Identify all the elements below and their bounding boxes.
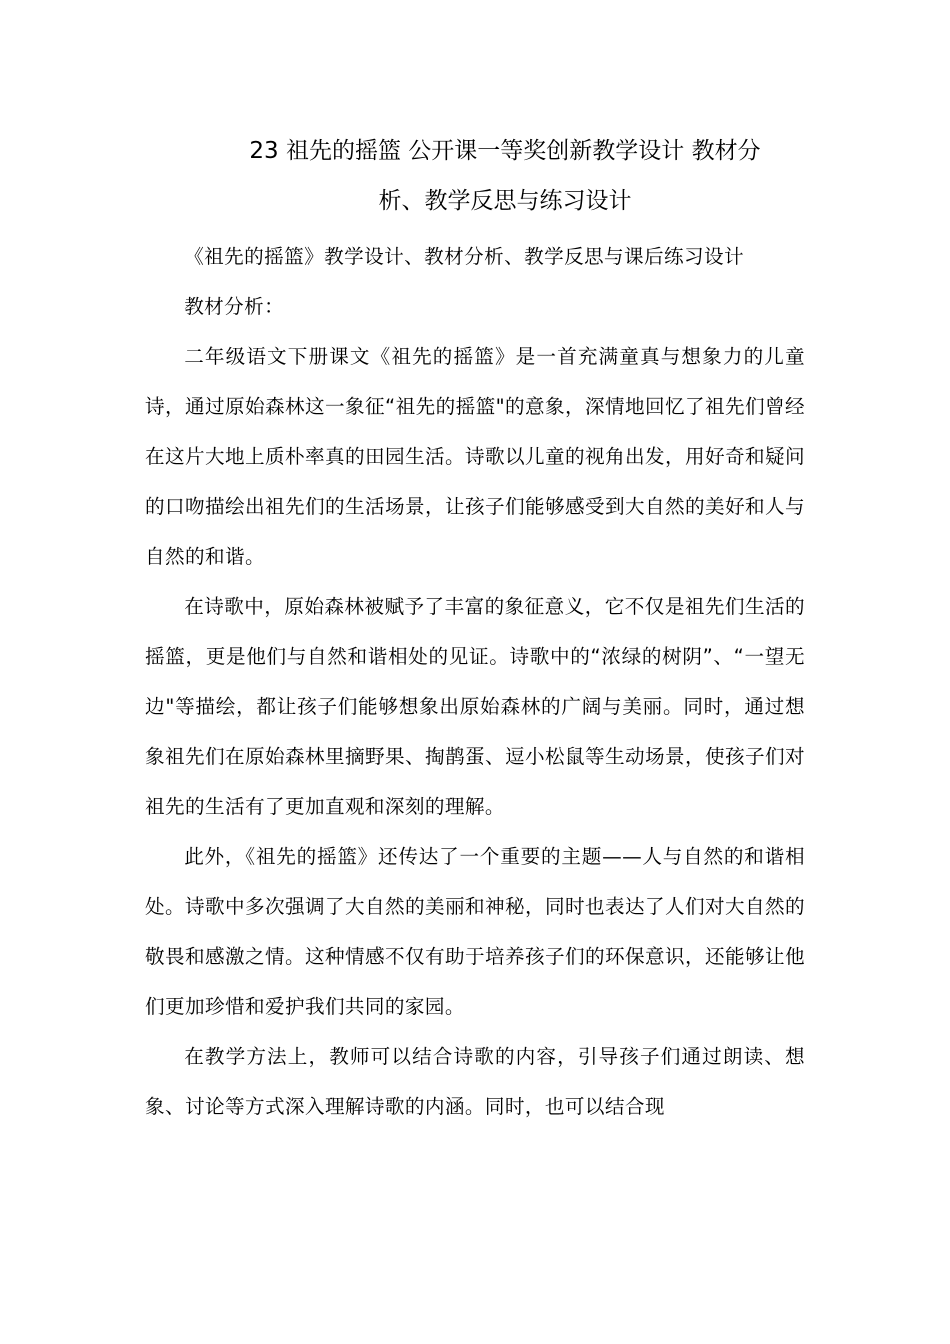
body-paragraph: 在教学方法上，教师可以结合诗歌的内容，引导孩子们通过朗读、想象、讨论等方式深入理解诗歌的内涵。同时，也可以结合现 xyxy=(145,1045,805,1118)
document-title-line-1: 23 祖先的摇篮 公开课一等奖创新教学设计 教材分 xyxy=(249,138,761,164)
intro-paragraph: 《祖先的摇篮》教学设计、教材分析、教学反思与课后练习设计 xyxy=(184,245,745,268)
document-title-line-2: 析、教学反思与练习设计 xyxy=(378,188,632,214)
body-paragraph: 在诗歌中，原始森林被赋予了丰富的象征意义，它不仅是祖先们生活的摇篮，更是他们与自然和谐相处的见证。诗歌中的“浓绿的树阴”、“一望无边"等描绘，都让孩子们能够想象出原始森林的广阔与美丽。同时，通过想象祖先们在原始森林里摘野果、掏鹊蛋、逗小松鼠等生动场景，使孩子们对祖先的生活有了更加直观和深刻的理解。 xyxy=(145,595,805,818)
document-body xyxy=(145,232,805,1132)
body-paragraph: 二年级语文下册课文《祖先的摇篮》是一首充满童真与想象力的儿童诗，通过原始森林这一象征“祖先的摇篮"的意象，深情地回忆了祖先们曾经在这片大地上质朴率真的田园生活。诗歌以儿童的视角出发，用好奇和疑问的口吻描绘出祖先们的生活场景，让孩子们能够感受到大自然的美好和人与自然的和谐。 xyxy=(145,345,805,568)
body-paragraph: 此外，《祖先的摇篮》还传达了一个重要的主题——人与自然的和谐相处。诗歌中多次强调了大自然的美丽和神秘，同时也表达了人们对大自然的敬畏和感激之情。这种情感不仅有助于培养孩子们的环保意识，还能够让他们更加珍惜和爱护我们共同的家园。 xyxy=(145,845,805,1018)
section-heading-textbook-analysis: 教材分析： xyxy=(184,295,285,318)
